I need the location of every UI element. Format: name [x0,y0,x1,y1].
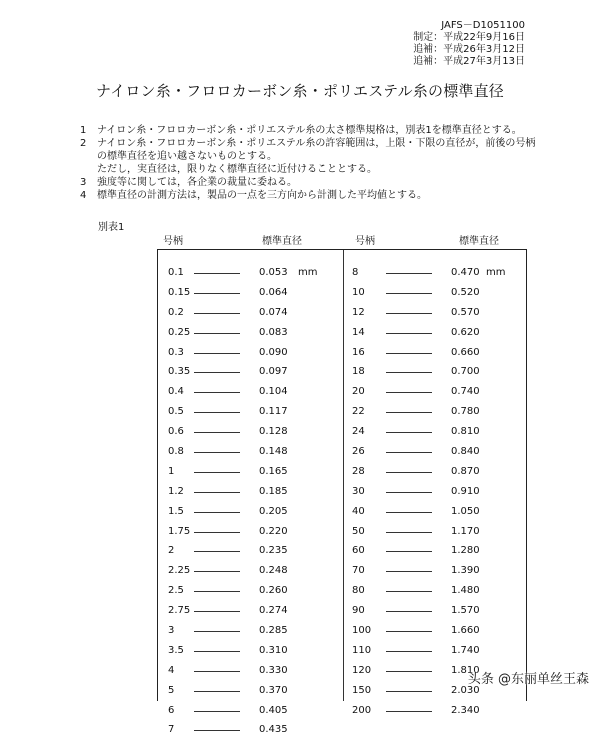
leader-line [194,313,240,314]
leader-line [386,591,432,592]
leader-line [194,611,240,612]
size-cell: 60 [352,545,365,557]
size-cell: 10 [352,286,365,298]
std-diameter-cell: 0.128 [259,426,288,438]
unit-label: mm [298,267,318,278]
leader-line [194,432,240,433]
table-row [158,642,343,662]
note-text: ナイロン糸・フロロカーボン糸・ポリエステル糸の太さ標準規格は，別表1を標準直径とする。 [97,125,522,136]
leader-line [386,432,432,433]
table-row [158,602,343,622]
table-row [158,682,343,702]
leader-line [194,671,240,672]
leader-line [386,412,432,413]
std-diameter-cell: 1.390 [451,565,480,577]
table-row [344,702,528,722]
leader-line [194,293,240,294]
size-cell: 40 [352,505,365,517]
size-cell: 30 [352,485,365,497]
table-label: 別表1 [98,222,125,233]
size-cell: 1.2 [168,485,184,497]
size-cell: 0.2 [168,306,184,318]
leader-line [386,571,432,572]
std-diameter-cell: 0.310 [259,644,288,656]
unit-label: mm [486,267,506,278]
column-header-size-left: 号柄 [163,236,183,247]
size-cell: 24 [352,426,365,438]
table-row [344,503,528,523]
leader-line [194,691,240,692]
table-row [344,264,528,284]
std-diameter-cell: 0.205 [259,505,288,517]
leader-line [194,651,240,652]
std-diameter-cell: 1.280 [451,545,480,557]
table-row [158,383,343,403]
table-row [158,284,343,304]
page-title: ナイロン糸・フロロカーボン糸・ポリエステル糸の標準直径 [96,82,505,100]
leader-line [194,711,240,712]
table-row [344,403,528,423]
table-row [344,363,528,383]
size-cell: 16 [352,346,365,358]
doc-id: JAFS－D1051100 [441,20,525,31]
std-diameter-cell: 1.480 [451,585,480,597]
leader-line [386,512,432,513]
std-diameter-cell: 2.340 [451,704,480,716]
note-number: 1 [80,125,87,136]
std-diameter-cell: 0.248 [259,565,288,577]
table-row [344,344,528,364]
leader-line [194,412,240,413]
size-cell: 1.75 [168,525,191,537]
std-diameter-cell: 0.840 [451,446,480,458]
size-cell: 0.5 [168,406,184,418]
notes-list [80,124,537,202]
table-row [344,304,528,324]
revision-date-2: 追補：平成27年3月13日 [413,56,525,67]
std-diameter-cell: 2.030 [451,684,480,696]
std-diameter-cell: 0.870 [451,465,480,477]
table-row [158,523,343,543]
leader-line [386,492,432,493]
size-cell: 1 [168,465,175,477]
std-diameter-cell: 0.660 [451,346,480,358]
size-cell: 3 [168,625,175,637]
leader-line [386,392,432,393]
table-row [344,483,528,503]
column-header-std-right: 標準直径 [459,236,499,247]
leader-line [194,392,240,393]
std-diameter-cell: 0.435 [259,724,288,736]
leader-line [386,611,432,612]
table-row [158,443,343,463]
size-cell: 0.3 [168,346,184,358]
size-cell: 18 [352,366,365,378]
table-row [344,622,528,642]
table-column-right [344,264,528,721]
size-cell: 3.5 [168,644,184,656]
leader-line [194,512,240,513]
table-row [344,423,528,443]
std-diameter-cell: 1.740 [451,644,480,656]
leader-line [386,353,432,354]
table-row [158,702,343,722]
std-diameter-cell: 0.053 [259,267,288,278]
size-cell: 1.5 [168,505,184,517]
leader-line [194,472,240,473]
size-cell: 26 [352,446,365,458]
size-cell: 120 [352,664,372,676]
leader-line [386,691,432,692]
size-cell: 100 [352,625,372,637]
table-row [158,622,343,642]
std-diameter-cell: 1.170 [451,525,480,537]
note-number: 2 [80,138,87,149]
table-row [158,582,343,602]
leader-line [386,711,432,712]
leader-line [386,372,432,373]
note-number [80,163,97,176]
size-cell: 14 [352,326,365,338]
size-cell: 50 [352,525,365,537]
std-diameter-cell: 1.050 [451,505,480,517]
table-row [344,562,528,582]
watermark: 头条 @东丽单丝王森 [467,672,589,687]
std-diameter-cell: 0.570 [451,306,480,318]
size-cell: 2.5 [168,585,184,597]
table-row [344,383,528,403]
std-diameter-cell: 0.700 [451,366,480,378]
size-cell: 4 [168,664,175,676]
std-diameter-cell: 0.274 [259,605,288,617]
size-cell: 200 [352,704,372,716]
std-diameter-cell: 0.220 [259,525,288,537]
size-cell: 0.1 [168,267,184,278]
table-row [158,721,343,741]
leader-line [386,333,432,334]
std-diameter-cell: 0.117 [259,406,288,418]
note-item [80,124,537,137]
std-diameter-cell: 0.074 [259,306,288,318]
leader-line [194,353,240,354]
std-diameter-cell: 0.330 [259,664,288,676]
size-cell: 7 [168,724,175,736]
table-row [344,642,528,662]
size-cell: 2 [168,545,175,557]
note-text: ただし，実直径は，限りなく標準直径に近付けることとする。 [97,164,377,175]
note-item [80,137,537,163]
table-row [344,463,528,483]
table-row [344,582,528,602]
size-cell: 0.15 [168,286,191,298]
table-row [344,324,528,344]
leader-line [386,532,432,533]
std-diameter-cell: 1.810 [451,664,480,676]
table-row [158,363,343,383]
note-number: 3 [80,177,87,188]
table-row [158,662,343,682]
std-diameter-cell: 1.570 [451,605,480,617]
table-row [158,423,343,443]
column-header-std-left: 標準直径 [262,236,302,247]
std-diameter-cell: 0.470 [451,267,480,278]
std-diameter-cell: 0.370 [259,684,288,696]
leader-line [194,532,240,533]
table-column-left [158,264,343,741]
leader-line [386,472,432,473]
std-diameter-cell: 0.405 [259,704,288,716]
size-cell: 20 [352,386,365,398]
std-diameter-cell: 0.285 [259,625,288,637]
table-row [344,284,528,304]
std-diameter-cell: 0.780 [451,406,480,418]
std-diameter-cell: 0.083 [259,326,288,338]
leader-line [386,671,432,672]
table-row [158,324,343,344]
leader-line [194,492,240,493]
leader-line [386,293,432,294]
table-row [158,403,343,423]
note-text: 強度等に関しては，各企業の裁量に委ねる。 [97,177,297,188]
std-diameter-cell: 0.810 [451,426,480,438]
size-cell: 8 [352,267,359,278]
note-text: 標準直径の計測方法は，製品の一点を三方向から計測した平均値とする。 [97,190,427,201]
std-diameter-cell: 0.620 [451,326,480,338]
std-diameter-cell: 0.910 [451,485,480,497]
std-diameter-cell: 0.235 [259,545,288,557]
size-cell: 110 [352,644,372,656]
table-row [158,304,343,324]
table-row [344,523,528,543]
leader-line [386,313,432,314]
note-number: 4 [80,190,87,201]
std-diameter-cell: 0.097 [259,366,288,378]
size-cell: 0.35 [168,366,191,378]
leader-line [194,452,240,453]
size-cell: 12 [352,306,365,318]
size-cell: 0.8 [168,446,184,458]
table-row [344,443,528,463]
std-diameter-cell: 0.740 [451,386,480,398]
size-cell: 2.75 [168,605,191,617]
note-item [80,176,537,189]
size-cell: 80 [352,585,365,597]
leader-line [194,333,240,334]
std-diameter-cell: 0.148 [259,446,288,458]
table-row [158,542,343,562]
table-row [158,344,343,364]
leader-line [194,631,240,632]
table-row [158,264,343,284]
table-row [158,463,343,483]
note-item [80,189,537,202]
leader-line [194,551,240,552]
size-cell: 0.6 [168,426,184,438]
std-diameter-cell: 0.520 [451,286,480,298]
table-row [344,602,528,622]
size-cell: 150 [352,684,372,696]
size-cell: 2.25 [168,565,191,577]
std-diameter-cell: 1.660 [451,625,480,637]
std-diameter-cell: 0.165 [259,465,288,477]
std-diameter-cell: 0.090 [259,346,288,358]
leader-line [194,571,240,572]
diameter-table [157,249,527,736]
document-header [413,20,525,68]
table-row [158,483,343,503]
leader-line [386,273,432,274]
column-header-size-right: 号柄 [355,236,375,247]
size-cell: 0.25 [168,326,191,338]
size-cell: 6 [168,704,175,716]
size-cell: 28 [352,465,365,477]
leader-line [194,730,240,731]
leader-line [386,631,432,632]
size-cell: 90 [352,605,365,617]
table-row [158,562,343,582]
table-row [158,503,343,523]
revision-date-1: 追補：平成26年3月12日 [413,44,525,55]
leader-line [194,591,240,592]
std-diameter-cell: 0.104 [259,386,288,398]
size-cell: 0.4 [168,386,184,398]
std-diameter-cell: 0.260 [259,585,288,597]
size-cell: 70 [352,565,365,577]
size-cell: 22 [352,406,365,418]
note-item [80,163,537,176]
std-diameter-cell: 0.064 [259,286,288,298]
size-cell: 5 [168,684,175,696]
std-diameter-cell: 0.185 [259,485,288,497]
leader-line [386,651,432,652]
table-row [344,542,528,562]
leader-line [194,372,240,373]
note-text: ナイロン糸・フロロカーボン糸・ポリエステル糸の許容範囲は，上限・下限の直径が，前後の号柄の標準直径を追い越さないものとする。 [97,138,536,162]
leader-line [386,551,432,552]
leader-line [194,273,240,274]
established-date: 制定：平成22年9月16日 [413,32,525,43]
leader-line [386,452,432,453]
